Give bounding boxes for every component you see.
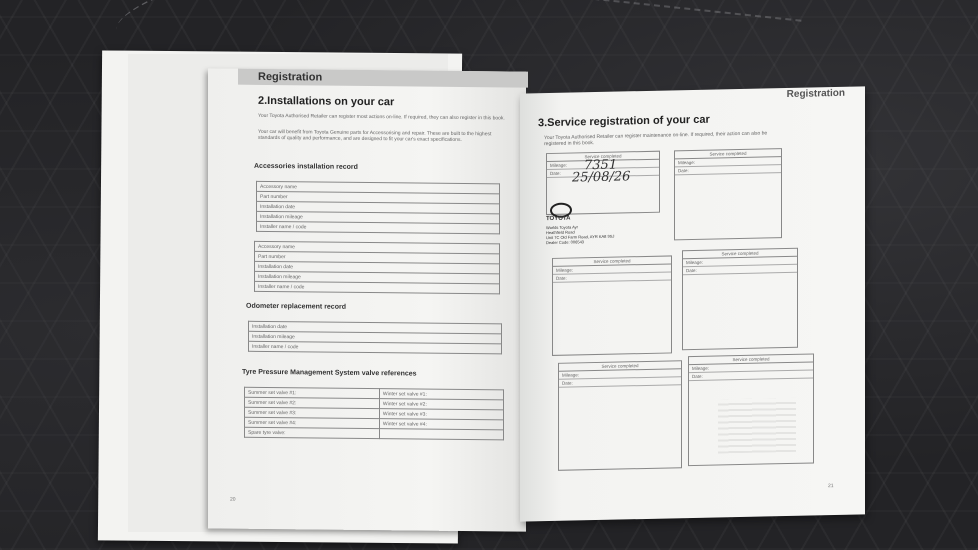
date-row: Date: — [689, 370, 813, 381]
date-row: Date: — [683, 265, 797, 275]
left-page-number: 20 — [230, 496, 236, 503]
table-row: Installer name / code — [249, 341, 502, 354]
date-row: Date: — [559, 377, 681, 388]
right-page-header: Registration — [786, 87, 845, 101]
table-row: Summer set valve #2: — [245, 397, 380, 408]
left-intro-1: Your Toyota Authorised Retailer can register most actions on-line. If required, they can also register in this book. — [258, 112, 505, 122]
right-page-title: 3.Service registration of your car — [538, 113, 710, 130]
service-box-5 — [558, 360, 682, 471]
service-box-header: Service completed — [683, 249, 797, 259]
table-row: Installation date — [255, 261, 500, 274]
left-intro-2: Your car will benefit from Toyota Genuine parts for Accessorising and repair. These are built to the highest standards of quality and performance, and are designed to fit your car's exact specifications. — [258, 128, 492, 143]
odometer-record — [248, 321, 502, 355]
odometer-heading: Odometer replacement record — [246, 302, 346, 311]
table-cell-empty — [379, 429, 503, 440]
mileage-row: Mileage: — [553, 264, 671, 274]
table-row: Winter set valve #4: — [379, 419, 503, 430]
table-row: Part number — [255, 251, 500, 264]
right-page-number: 21 — [828, 483, 834, 490]
table-row: Installation mileage — [255, 271, 500, 284]
date-row: Date: — [675, 165, 781, 175]
faded-stamp — [718, 398, 796, 454]
table-row: Summer set valve #1: — [245, 387, 380, 398]
date-row: Date: — [553, 272, 671, 282]
handwritten-date: 25/08/26 — [572, 169, 631, 186]
table-row: Installer name / code — [255, 281, 500, 294]
table-row: Installation date — [249, 321, 502, 334]
mileage-row: Mileage: — [683, 257, 797, 267]
stamp-line: Dealer Code: 006543 — [546, 239, 585, 246]
service-box-3 — [552, 255, 672, 356]
table-row: Installer name / code — [257, 221, 500, 234]
right-page — [520, 86, 865, 521]
service-box-2 — [674, 148, 782, 240]
stamp-line: Unit 7C Old Farm Road, AYR KA8 9SJ — [546, 233, 615, 241]
handwritten-mileage: 7351 — [584, 157, 618, 174]
left-page-header: Registration — [238, 69, 528, 88]
left-page — [208, 68, 526, 531]
accessory-record-2 — [254, 241, 500, 295]
table-row: Spare tyre valve: — [245, 427, 380, 438]
service-box-header: Service completed — [547, 152, 659, 162]
mileage-row: Mileage: — [675, 157, 781, 167]
service-box-header: Service completed — [559, 361, 681, 372]
service-box-header: Service completed — [553, 256, 671, 266]
table-row: Installation mileage — [257, 211, 500, 224]
table-row: Winter set valve #1: — [379, 389, 503, 400]
accessories-heading: Accessories installation record — [254, 162, 358, 171]
tpms-table — [244, 387, 504, 441]
table-row: Installation date — [257, 201, 500, 214]
mileage-row: Mileage: — [547, 160, 659, 170]
stamp-line: Worlds Toyota Ayr — [546, 224, 579, 231]
right-intro: Your Toyota Authorised Retailer can register maintenance on-line. If required, their action can also be registered in this book. — [544, 130, 768, 148]
stamp-brand: TOYOTA — [546, 215, 571, 223]
accessory-record-1 — [256, 181, 500, 235]
mileage-row: Mileage: — [559, 369, 681, 380]
table-row: Installation mileage — [249, 331, 502, 344]
service-box-4 — [682, 248, 798, 350]
table-row: Part number — [257, 191, 500, 204]
table-row: Winter set valve #2: — [379, 399, 503, 410]
table-row: Accessory name — [255, 241, 500, 254]
date-row: Date: — [547, 168, 659, 178]
table-row: Summer set valve #3: — [245, 407, 380, 418]
left-page-title: 2.Installations on your car — [258, 94, 395, 109]
tpms-heading: Tyre Pressure Management System valve references — [242, 368, 417, 378]
stamp-line: Heathfield Road — [546, 229, 575, 236]
mileage-row: Mileage: — [689, 362, 813, 373]
service-box-header: Service completed — [675, 149, 781, 159]
table-row: Accessory name — [257, 181, 500, 194]
service-box-header: Service completed — [689, 354, 813, 365]
table-row: Winter set valve #3: — [379, 409, 503, 420]
table-row: Summer set valve #4: — [245, 417, 380, 428]
